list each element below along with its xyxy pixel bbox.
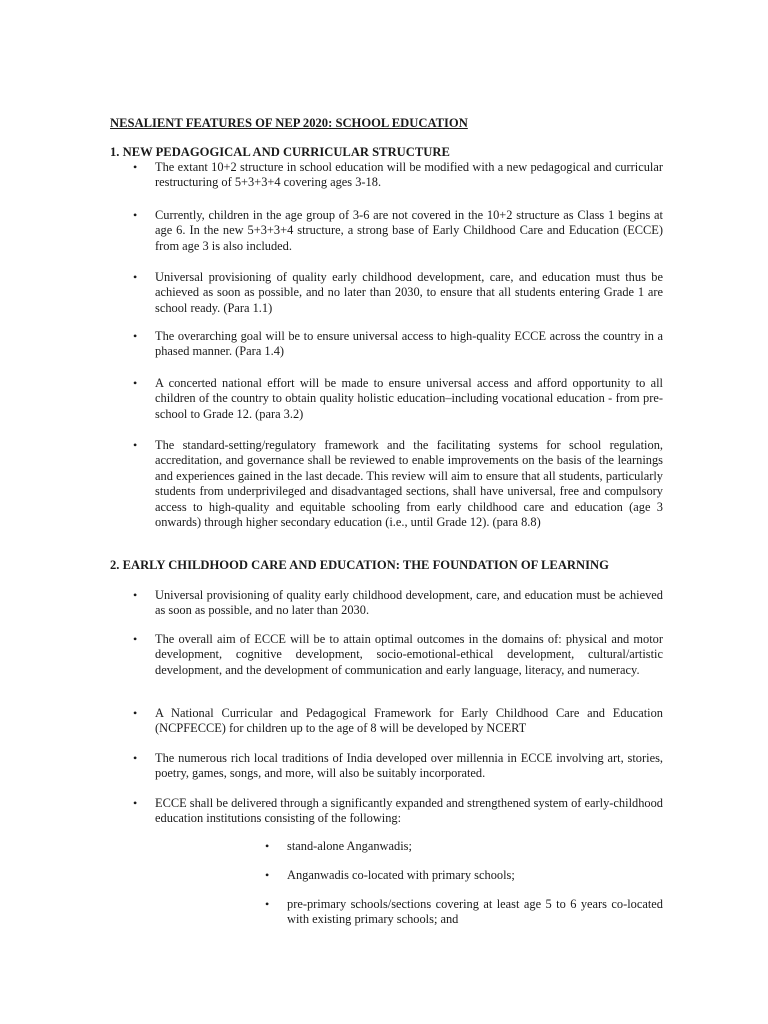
sub-list-item <box>265 897 663 928</box>
bullet-icon: • <box>133 438 138 452</box>
list-item <box>133 329 663 360</box>
list-item <box>133 270 663 316</box>
bullet-icon: • <box>133 160 138 174</box>
bullet-icon: • <box>133 208 138 222</box>
sub-list-item-text: Anganwadis co-located with primary schools; <box>287 868 515 882</box>
list-item <box>133 588 663 619</box>
document-title: NESALIENT FEATURES OF NEP 2020: SCHOOL EDUCATION <box>110 116 468 130</box>
bullet-icon: • <box>133 329 138 343</box>
list-item <box>133 376 663 422</box>
list-item <box>133 160 663 191</box>
list-item-text: The overall aim of ECCE will be to attain optimal outcomes in the domains of: physical and motor development, cognitive development, socio-emotional-ethical development, cultural/artistic development, and the development of communication and early language, literacy, and numeracy. <box>155 632 663 677</box>
list-item-text: Universal provisioning of quality early childhood development, care, and education must be achieved as soon as possible, and no later than 2030. <box>155 588 663 618</box>
list-item <box>133 751 663 782</box>
bullet-icon: • <box>265 839 270 853</box>
list-item-text: Currently, children in the age group of 3-6 are not covered in the 10+2 structure as Class 1 begins at age 6. In the new 5+3+3+4 structure, a strong base of Early Childhood Care and Education (ECCE) from age 3 is also included. <box>155 208 663 253</box>
sub-list-item <box>265 868 663 883</box>
bullet-icon: • <box>133 706 138 720</box>
bullet-icon: • <box>133 376 138 390</box>
list-item-text: A National Curricular and Pedagogical Framework for Early Childhood Care and Education (NCPFECCE) for children up to the age of 8 will be developed by NCERT <box>155 706 663 736</box>
list-item-text: A concerted national effort will be made to ensure universal access and afford opportunity to all children of the country to obtain quality holistic education–including vocational education - from pre-school to Grade 12. (para 3.2) <box>155 376 663 421</box>
sub-list-item-text: stand-alone Anganwadis; <box>287 839 412 853</box>
section-heading-2: 2. EARLY CHILDHOOD CARE AND EDUCATION: THE FOUNDATION OF LEARNING <box>110 558 609 572</box>
list-item-text: The numerous rich local traditions of India developed over millennia in ECCE involving art, stories, poetry, games, songs, and more, will also be suitably incorporated. <box>155 751 663 781</box>
list-item <box>133 706 663 737</box>
list-item-text: Universal provisioning of quality early childhood development, care, and education must thus be achieved as soon as possible, and no later than 2030, to ensure that all students entering Grade 1 are school ready. (Para 1.1) <box>155 270 663 315</box>
bullet-icon: • <box>133 796 138 810</box>
bullet-icon: • <box>133 588 138 602</box>
bullet-icon: • <box>265 868 270 882</box>
list-item <box>133 438 663 530</box>
bullet-icon: • <box>133 270 138 284</box>
bullet-icon: • <box>133 632 138 646</box>
list-item-text: The standard-setting/regulatory framework and the facilitating systems for school regulation, accreditation, and governance shall be reviewed to enable improvements on the basis of the learnings and experiences gained in the last decade. This review will aim to ensure that all students, particularly students from underprivileged and disadvantaged sections, shall have universal, free and compulsory access to high-quality and equitable schooling from early childhood care and education (age 3 onwards) through higher secondary education (i.e., until Grade 12). (para 8.8) <box>155 438 663 530</box>
list-item-text: The overarching goal will be to ensure universal access to high-quality ECCE across the country in a phased manner. (Para 1.4) <box>155 329 663 359</box>
section-heading-1: 1. NEW PEDAGOGICAL AND CURRICULAR STRUCTURE <box>110 145 450 159</box>
list-item <box>133 208 663 254</box>
bullet-icon: • <box>133 751 138 765</box>
list-item <box>133 796 663 827</box>
bullet-icon: • <box>265 897 270 911</box>
list-item-text: The extant 10+2 structure in school education will be modified with a new pedagogical and curricular restructuring of 5+3+3+4 covering ages 3-18. <box>155 160 663 190</box>
sub-list-item <box>265 839 663 854</box>
sub-list-item-text: pre-primary schools/sections covering at least age 5 to 6 years co-located with existing primary schools; and <box>287 897 663 927</box>
list-item <box>133 632 663 678</box>
list-item-text: ECCE shall be delivered through a significantly expanded and strengthened system of early-childhood education institutions consisting of the following: <box>155 796 663 826</box>
